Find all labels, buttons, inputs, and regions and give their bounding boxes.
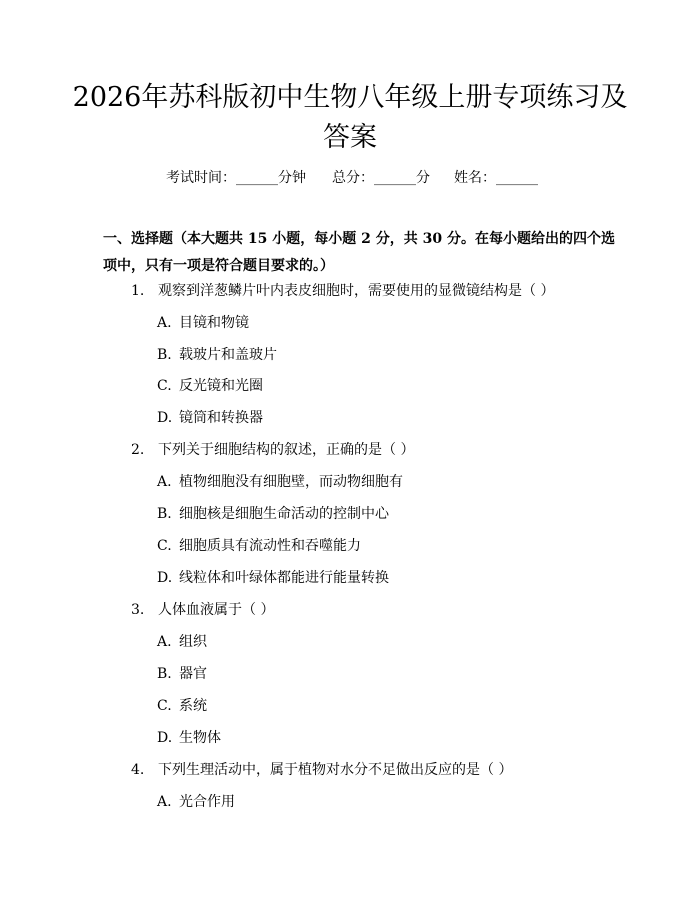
option-text: 光合作用: [179, 794, 235, 810]
option-letter: A.: [157, 794, 172, 810]
option-letter: A.: [157, 474, 172, 490]
option-letter: A.: [157, 634, 172, 650]
option-letter: D.: [157, 410, 173, 426]
option-text: 植物细胞没有细胞壁，而动物细胞有: [179, 474, 403, 490]
question-text: 下列生理活动中，属于植物对水分不足做出反应的是（ ）: [158, 762, 513, 778]
option-text: 目镜和物镜: [179, 315, 249, 331]
option-text: 反光镜和光圈: [179, 378, 263, 394]
option-letter: B.: [157, 506, 172, 522]
document-title: 2026年苏科版初中生物八年级上册专项练习及答案: [72, 82, 628, 153]
option-text: 器官: [179, 666, 207, 682]
option-text: 系统: [179, 698, 207, 714]
section-heading: 一、选择题（本大题共 15 小题，每小题 2 分，共 30 分。在每小题给出的四个选项中，只有一项是符合题目要求的。）: [103, 231, 615, 274]
question-text: 下列关于细胞结构的叙述，正确的是（ ）: [158, 442, 415, 458]
student-name-field: 姓名：______: [454, 170, 538, 186]
exam-time-field: 考试时间：______分钟: [166, 170, 306, 186]
question-number: 4.: [131, 762, 145, 778]
question-number: 2.: [131, 442, 145, 458]
option-letter: A.: [157, 315, 172, 331]
option-text: 镜筒和转换器: [179, 410, 263, 426]
question-text: 人体血液属于（ ）: [158, 602, 275, 618]
option-letter: D.: [157, 730, 173, 746]
total-score-field: 总分：______分: [332, 170, 430, 186]
option-letter: D.: [157, 570, 173, 586]
question-text: 观察到洋葱鳞片叶内表皮细胞时，需要使用的显微镜结构是（ ）: [158, 283, 555, 299]
option-text: 线粒体和叶绿体都能进行能量转换: [179, 570, 389, 586]
question-number: 1.: [131, 283, 145, 299]
option-text: 载玻片和盖玻片: [179, 347, 277, 363]
option-letter: C.: [157, 378, 172, 394]
option-text: 细胞质具有流动性和吞噬能力: [179, 538, 361, 554]
option-letter: B.: [157, 347, 172, 363]
option-letter: B.: [157, 666, 172, 682]
option-text: 组织: [179, 634, 207, 650]
question-number: 3.: [131, 602, 145, 618]
option-letter: C.: [157, 698, 172, 714]
option-text: 生物体: [179, 730, 221, 746]
option-letter: C.: [157, 538, 172, 554]
option-text: 细胞核是细胞生命活动的控制中心: [179, 506, 389, 522]
